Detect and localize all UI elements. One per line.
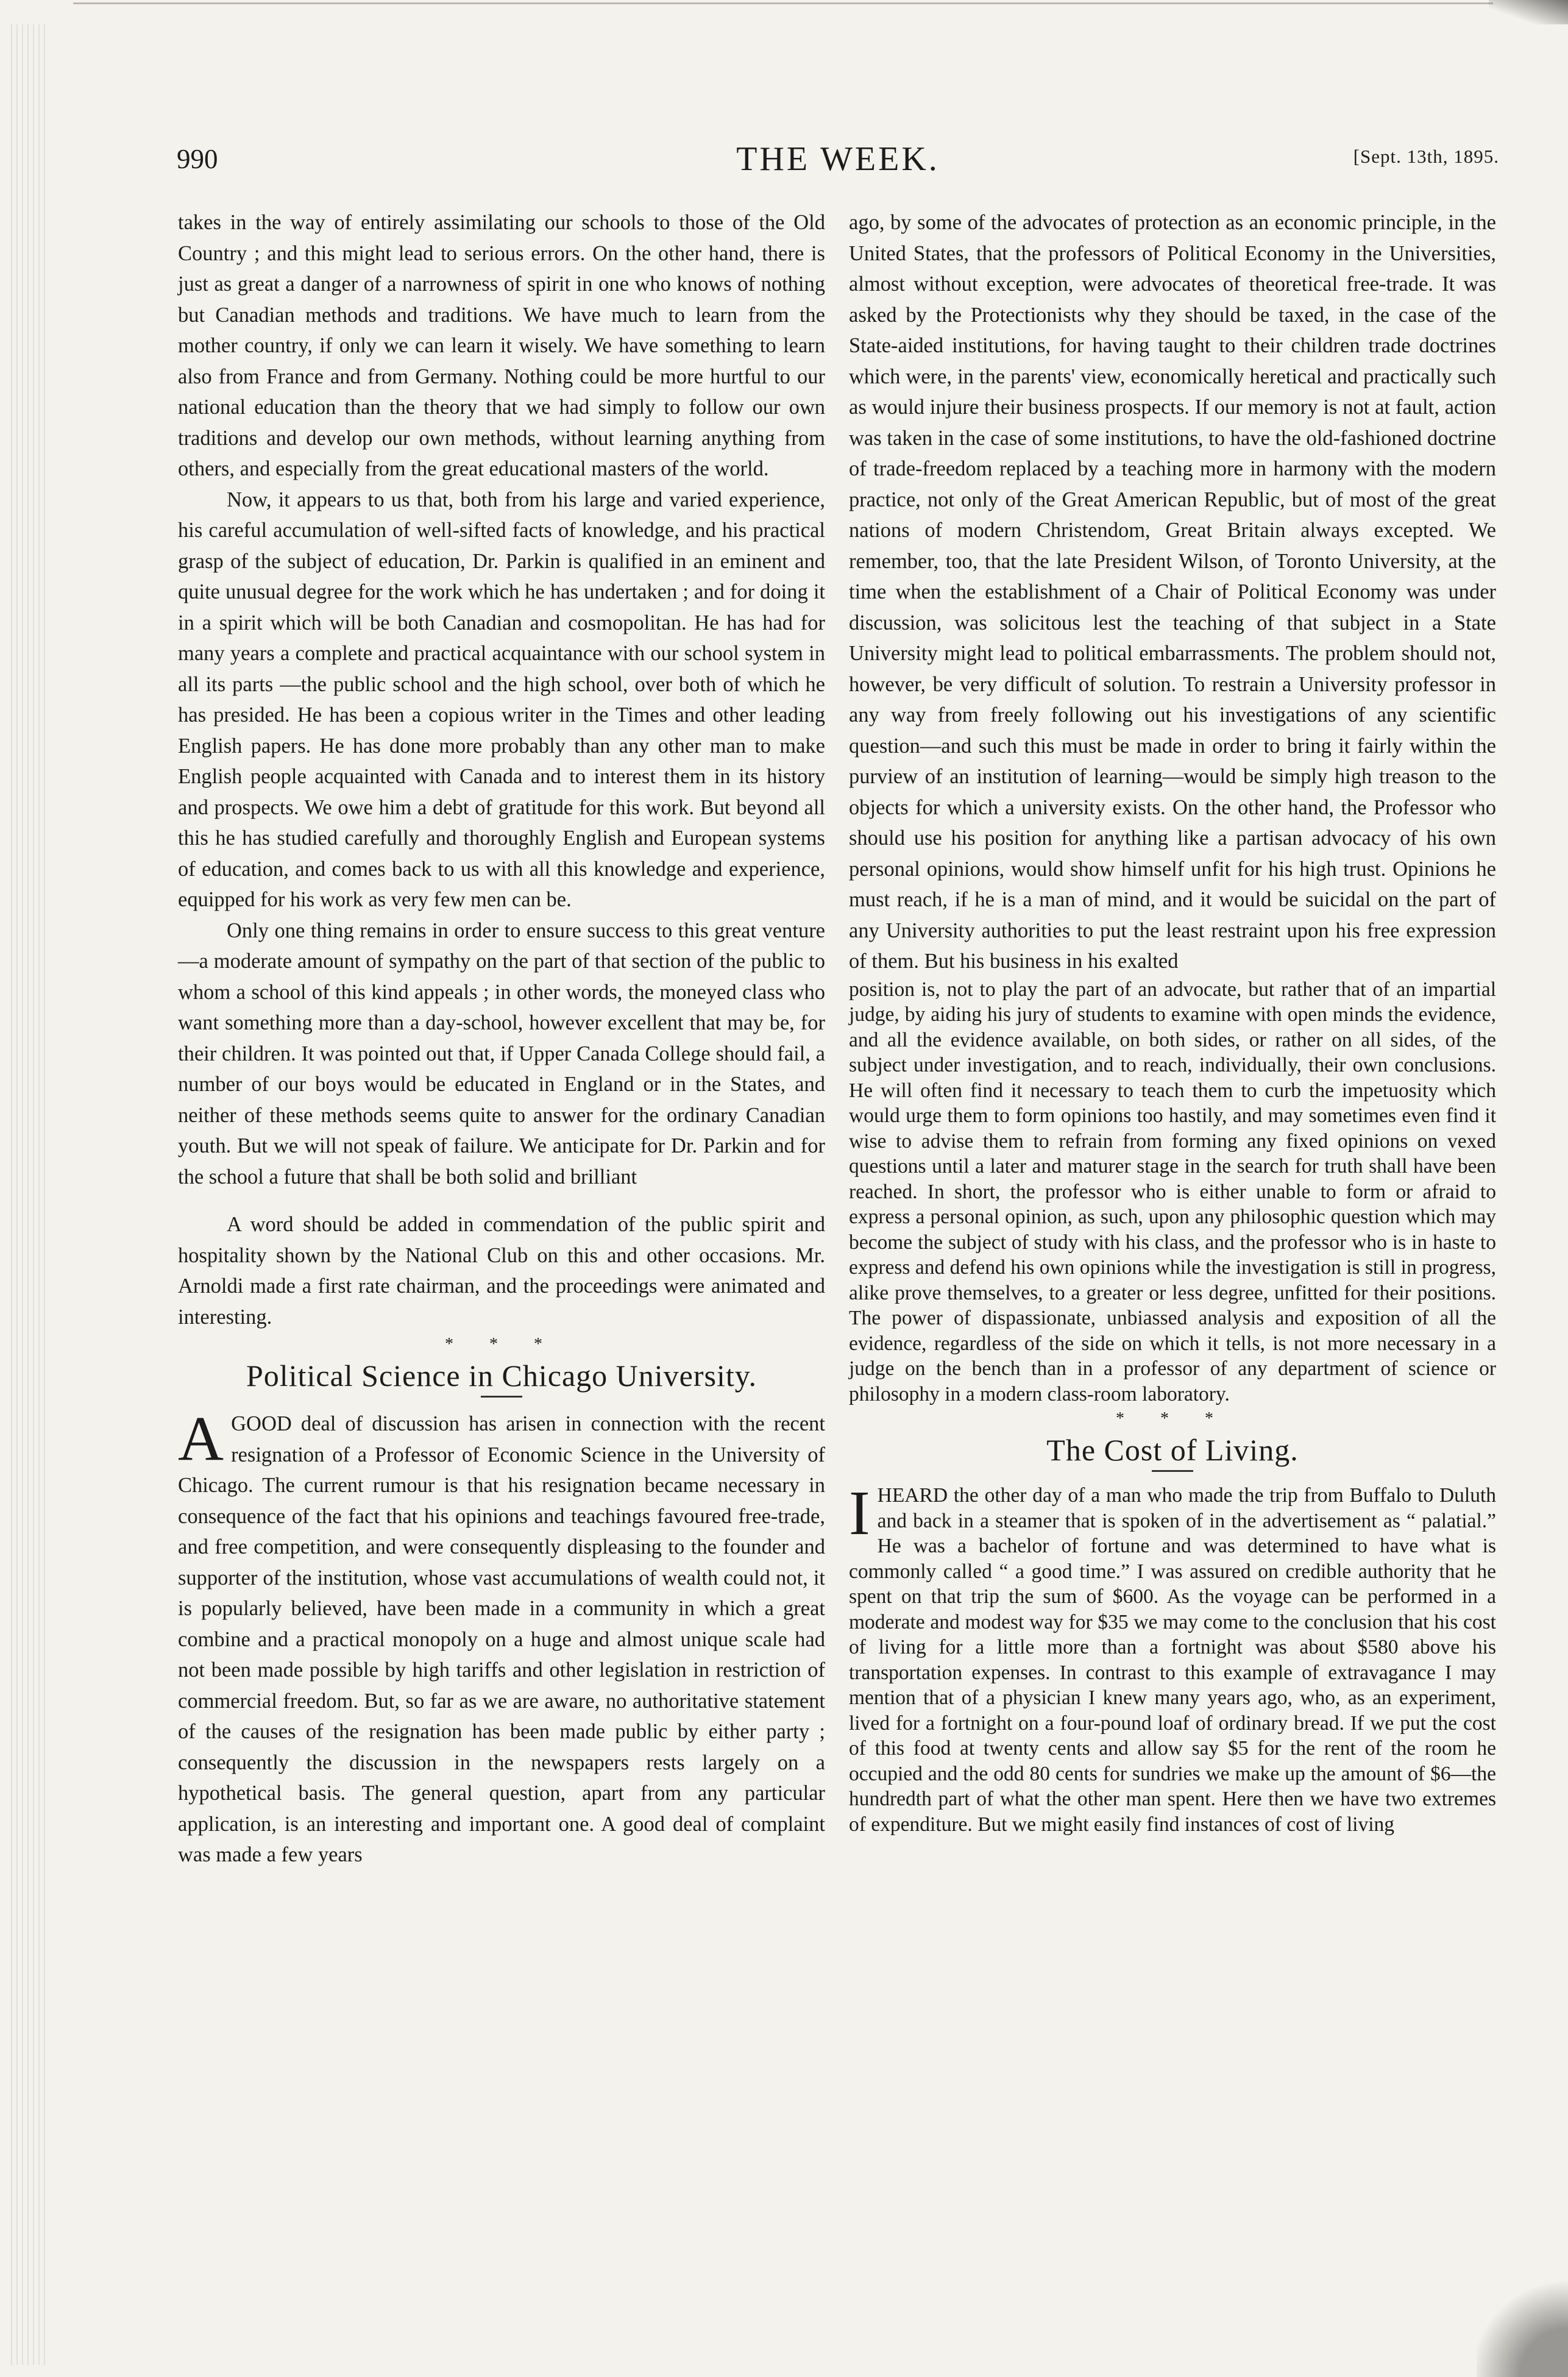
title-rule: [1152, 1470, 1193, 1472]
issue-date: [Sept. 13th, 1895.: [1353, 146, 1499, 167]
left-column: [178, 207, 825, 1871]
paragraph-gap: [178, 1192, 825, 1209]
page-top-edge: [73, 2, 1493, 10]
article-body-political-science: [178, 1404, 825, 1871]
article-text: HEARD the other day of a man who made the trip from Buffalo to Duluth and back in a steamer that is spoken of in the advertisement as “ palatial.” He was a bachelor of fortune and was determined to have what is commonly called “ a good time.” I was assured on credible authority that he spent on that trip the sum of $600. As the voyage can be performed in a moderate and modest way for $35 we may come to the conclusion that his cost of living for a little more than a fortnight was about $580 above his transportation expenses. In contrast to this example of extravagance I may mention that of a physician I knew many years ago, who, as an experiment, lived for a fortnight on a four-pound loaf of ordinary bread. If we put the cost of this food at twenty cents and allow say $5 for the rent of the room he occupied and the odd 80 cents for sundries we make up the amount of $6—the hundredth part of what the other man spent. Here then we have two extremes of expenditure. But we might easily find instances of cost of living: [849, 1484, 1496, 1836]
article-title-cost-of-living: The Cost of Living.: [1046, 1433, 1299, 1467]
paragraph-venture: Only one thing remains in order to ensure success to this great venture—a moderate amount of sympathy on the part of that section of the public to whom a school of this kind appeals ; in other words, the moneyed class who want something more than a day-school, however excellent that may be, for their children. It was pointed out that, if Upper Canada College should fail, a number of our boys would be educated in England or in the States, and neither of these methods seems quite to answer for the ordinary Canadian youth. But we will not speak of failure. We anticipate for Dr. Parkin and for the school a future that shall be both solid and brilliant: [178, 918, 825, 1188]
page-number: 990: [177, 144, 218, 174]
binding-edge: [11, 24, 48, 2365]
page-header: [177, 140, 1499, 192]
torn-corner-top: [1489, 0, 1568, 24]
article-text: GOOD deal of discussion has arisen in connection with the recent resignation of a Professor of Economic Science in the University of Chicago. The current rumour is that his resignation became necessary in consequence of the fact that his opinions and teachings favoured free-trade, and free competition, and were consequently displeasing to the founder and supporter of the institution, whose vast accumulations of wealth could not, it is popularly believed, have been made in a community in which a great combine and a practical monopoly on a huge and almost unique scale had not been made possible by high tariffs and other legislation in restriction of commercial freedom. But, so far as we are aware, no authoritative statement of the causes of the resignation has been made public by either party ; consequently the discussion in the newspapers rests largely on a hypothetical basis. The general question, apart from any particular application, is an interesting and important one. A good deal of complaint was made a few years: [178, 1412, 825, 1866]
torn-corner-bottom: [1477, 2273, 1568, 2377]
article-title-political-science: Political Science in Chicago University.: [246, 1359, 757, 1393]
masthead-title: THE WEEK.: [736, 140, 940, 178]
paragraph-national-club: A word should be added in commendation of the public spirit and hospitality shown by the National Club on this and other occasions. Mr. Arnoldi made a first rate chairman, and the proceedings were animated and interesting.: [178, 1213, 825, 1329]
paragraph-continued: takes in the way of entirely assimilating our schools to those of the Old Country ; and this might lead to serious errors. On the other hand, there is just as great a danger of a narrowness of spirit in one who knows of nothing but Canadian methods and traditions. We have much to learn from the mother country, if only we can learn it wisely. We have something to learn also from France and from Germany. Nothing could be more hurtful to our national education than the theory that we had simply to follow our own traditions and develop our own methods, without learning anything from others, and especially from the great educational masters of the world.: [178, 211, 825, 480]
paragraph-impartial-judge: position is, not to play the part of an advocate, but rather that of an impartial judge, by aiding his jury of students to examine with open minds the evidence, and all the evidence available, on both sides, or rather on all sides, of the subject under investigation, and to reach, individually, their own conclusions. He will often find it necessary to teach them to curb the impetuosity which would urge them to form opinions too hastily, and may sometimes even find it wise to advise them to refrain from forming any fixed opinions on vexed questions until a later and maturer stage in the search for truth shall have been reached. In short, the professor who is either unable to form or afraid to express a personal opinion, as such, upon any philosophic question which may become the subject of study with his class, and the professor who is in haste to express and defend his own opinions while the investigation is still in progress, alike prove themselves, to a greater or less degree, unfitted for their positions. The power of dispassionate, unbiassed analysis and exposition of all the evidence, regardless of the side on which it tells, is not more necessary in a judge on the bench than in a professor of any department of science or philosophy in a modern class-room laboratory.: [849, 978, 1496, 1405]
paragraph-protection: ago, by some of the advocates of protection as an economic principle, in the United States, that the professors of Political Economy in the Universities, almost without exception, were advocates of theoretical free-trade. It was asked by the Protectionists why they should be taxed, in the case of the State-aided institutions, for having taught to their children trade doctrines which were, in the parents' view, economically heretical and practically such as would injure their business prospects. If our memory is not at fault, action was taken in the case of some institutions, to have the old-fashioned doctrine of trade-freedom replaced by a teaching more in harmony with the modern practice, not only of the Great American Republic, but of most of the great nations of modern Christendom, Great Britain always excepted. We remember, too, that the late President Wilson, of Toronto University, at the time when the establishment of a Chair of Political Economy was under discussion, was solicitous lest the teaching of that subject in a State University might lead to political embarrassments. The problem should not, however, be very difficult of solution. To restrain a University professor in any way from freely following out his investigations of any scientific question—and such this must be made in order to bring it fairly within the purview of an institution of learning—would be simply high treason to the objects for which a university exists. On the other hand, the Professor who should use his position for anything like a partisan advocacy of his own personal opinions, would show himself unfit for his high trust. Opinions he must reach, if he is a man of mind, and it would be suicidal on the part of any University authorities to put the least restraint upon his free expression of them. But his business in his exalted: [849, 211, 1496, 973]
paragraph-parkin: Now, it appears to us that, both from his large and varied experience, his careful accumulation of well-sifted facts of knowledge, and his practical grasp of the subject of education, Dr. Parkin is qualified in an eminent and quite unusual degree for the work which he has undertaken ; and for doing it in a spirit which will be both Canadian and cosmopolitan. He has had for many years a complete and practical acquaintance with our school system in all its parts —the public school and the high school, over both of which he has presided. He has been a copious writer in the Times and other leading English papers. He has done more probably than any other man to make English people acquainted with Canada and to interest them in its history and prospects. We owe him a debt of gratitude for this work. But beyond all this he has studied carefully and thoroughly English and European systems of education, and comes back to us with all this knowledge and experience, equipped for his work as very few men can be.: [178, 488, 825, 911]
title-rule: [481, 1396, 522, 1398]
section-separator: * * *: [445, 1335, 558, 1354]
section-separator: * * *: [1116, 1409, 1229, 1428]
drop-cap: I: [849, 1478, 870, 1548]
article-body-cost-of-living: [849, 1478, 1496, 1837]
right-column: [849, 207, 1496, 1837]
drop-cap: A: [178, 1404, 224, 1474]
